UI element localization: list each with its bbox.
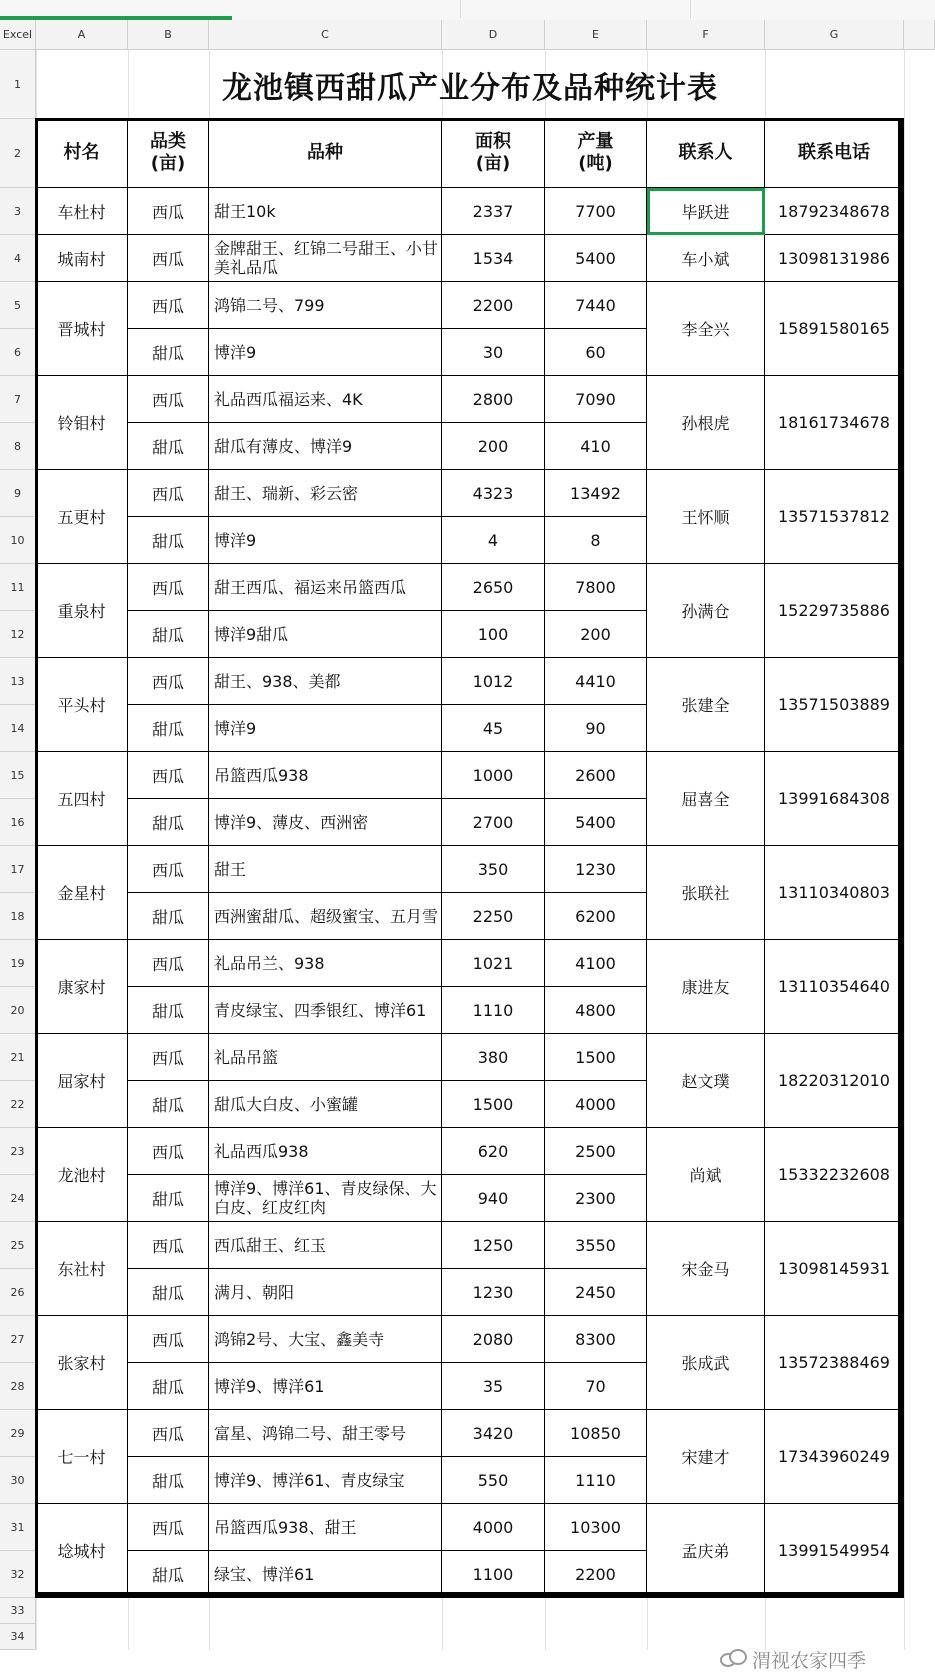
output-cell[interactable]: 1500 [545, 1034, 647, 1081]
village-name[interactable]: 埝城村 [36, 1504, 128, 1598]
area-cell[interactable]: 35 [442, 1363, 545, 1410]
row-header-30[interactable]: 30 [0, 1457, 36, 1504]
row-header-31[interactable]: 31 [0, 1504, 36, 1551]
area-cell[interactable]: 380 [442, 1034, 545, 1081]
category-cell[interactable]: 甜瓜 [128, 705, 209, 752]
area-cell[interactable]: 4000 [442, 1504, 545, 1551]
column-header-blank[interactable] [904, 20, 935, 50]
row-header-7[interactable]: 7 [0, 376, 36, 423]
area-cell[interactable]: 1230 [442, 1269, 545, 1316]
contact-phone[interactable]: 13572388469 [765, 1316, 904, 1410]
contact-phone[interactable]: 17343960249 [765, 1410, 904, 1504]
contact-name[interactable]: 张成武 [647, 1316, 765, 1410]
area-cell[interactable]: 940 [442, 1175, 545, 1222]
variety-cell[interactable]: 甜王西瓜、福运来吊篮西瓜 [209, 564, 442, 611]
contact-name[interactable]: 宋建才 [647, 1410, 765, 1504]
row-header-32[interactable]: 32 [0, 1551, 36, 1598]
row-header-21[interactable]: 21 [0, 1034, 36, 1081]
variety-cell[interactable]: 甜瓜有薄皮、博洋9 [209, 423, 442, 470]
category-cell[interactable]: 西瓜 [128, 1504, 209, 1551]
contact-phone[interactable]: 13098145931 [765, 1222, 904, 1316]
contact-phone[interactable]: 15891580165 [765, 282, 904, 376]
area-cell[interactable]: 2200 [442, 282, 545, 329]
village-name[interactable]: 重泉村 [36, 564, 128, 658]
variety-cell[interactable]: 金牌甜王、红锦二号甜王、小甘美礼品瓜 [209, 235, 442, 282]
variety-cell[interactable]: 博洋9 [209, 705, 442, 752]
output-cell[interactable]: 1110 [545, 1457, 647, 1504]
contact-phone[interactable]: 13991684308 [765, 752, 904, 846]
village-name[interactable]: 车杜村 [36, 188, 128, 235]
contact-name[interactable]: 张建全 [647, 658, 765, 752]
category-cell[interactable]: 甜瓜 [128, 329, 209, 376]
output-cell[interactable]: 3550 [545, 1222, 647, 1269]
category-cell[interactable]: 西瓜 [128, 1034, 209, 1081]
output-cell[interactable]: 7090 [545, 376, 647, 423]
output-cell[interactable]: 8 [545, 517, 647, 564]
village-name[interactable]: 城南村 [36, 235, 128, 282]
contact-name[interactable]: 赵文璞 [647, 1034, 765, 1128]
output-cell[interactable]: 7700 [545, 188, 647, 235]
variety-cell[interactable]: 吊篮西瓜938 [209, 752, 442, 799]
category-cell[interactable]: 西瓜 [128, 1128, 209, 1175]
output-cell[interactable]: 13492 [545, 470, 647, 517]
area-cell[interactable]: 1021 [442, 940, 545, 987]
category-cell[interactable]: 甜瓜 [128, 987, 209, 1034]
village-name[interactable]: 张家村 [36, 1316, 128, 1410]
row-header-3[interactable]: 3 [0, 188, 36, 235]
column-header-a[interactable]: A [36, 20, 128, 50]
village-name[interactable]: 铃钼村 [36, 376, 128, 470]
area-cell[interactable]: 2250 [442, 893, 545, 940]
village-name[interactable]: 五四村 [36, 752, 128, 846]
row-header-33[interactable]: 33 [0, 1598, 36, 1624]
variety-cell[interactable]: 博洋9、薄皮、西洲密 [209, 799, 442, 846]
village-name[interactable]: 晋城村 [36, 282, 128, 376]
category-cell[interactable]: 西瓜 [128, 1222, 209, 1269]
category-cell[interactable]: 西瓜 [128, 188, 209, 235]
contact-name[interactable]: 孙根虎 [647, 376, 765, 470]
category-cell[interactable]: 西瓜 [128, 1410, 209, 1457]
row-header-26[interactable]: 26 [0, 1269, 36, 1316]
row-header-11[interactable]: 11 [0, 564, 36, 611]
variety-cell[interactable]: 满月、朝阳 [209, 1269, 442, 1316]
row-header-8[interactable]: 8 [0, 423, 36, 470]
category-cell[interactable]: 西瓜 [128, 564, 209, 611]
category-cell[interactable]: 西瓜 [128, 282, 209, 329]
output-cell[interactable]: 1230 [545, 846, 647, 893]
variety-cell[interactable]: 礼品西瓜福运来、4K [209, 376, 442, 423]
output-cell[interactable]: 2200 [545, 1551, 647, 1598]
row-header-14[interactable]: 14 [0, 705, 36, 752]
contact-phone[interactable]: 13110354640 [765, 940, 904, 1034]
village-name[interactable]: 龙池村 [36, 1128, 128, 1222]
output-cell[interactable]: 4800 [545, 987, 647, 1034]
category-cell[interactable]: 西瓜 [128, 1316, 209, 1363]
contact-phone[interactable]: 13110340803 [765, 846, 904, 940]
contact-phone[interactable]: 18161734678 [765, 376, 904, 470]
row-header-17[interactable]: 17 [0, 846, 36, 893]
category-cell[interactable]: 甜瓜 [128, 1551, 209, 1598]
row-header-34[interactable]: 34 [0, 1624, 36, 1650]
row-header-1[interactable]: 1 [0, 50, 36, 119]
header-village[interactable]: 村名 [36, 119, 128, 188]
variety-cell[interactable]: 甜王10k [209, 188, 442, 235]
contact-name[interactable]: 孟庆弟 [647, 1504, 765, 1598]
contact-phone[interactable]: 13571537812 [765, 470, 904, 564]
output-cell[interactable]: 4000 [545, 1081, 647, 1128]
row-header-28[interactable]: 28 [0, 1363, 36, 1410]
area-cell[interactable]: 1250 [442, 1222, 545, 1269]
variety-cell[interactable]: 礼品西瓜938 [209, 1128, 442, 1175]
output-cell[interactable]: 4100 [545, 940, 647, 987]
row-header-13[interactable]: 13 [0, 658, 36, 705]
area-cell[interactable]: 45 [442, 705, 545, 752]
category-cell[interactable]: 甜瓜 [128, 1269, 209, 1316]
village-name[interactable]: 金星村 [36, 846, 128, 940]
watermark [720, 1644, 866, 1674]
gridline [904, 50, 905, 1650]
village-name[interactable]: 康家村 [36, 940, 128, 1034]
area-cell[interactable]: 1110 [442, 987, 545, 1034]
category-cell[interactable]: 西瓜 [128, 470, 209, 517]
column-header-c[interactable]: C [209, 20, 442, 50]
area-cell[interactable]: 4323 [442, 470, 545, 517]
column-header-e[interactable]: E [545, 20, 647, 50]
column-header-f[interactable]: F [647, 20, 765, 50]
variety-cell[interactable]: 博洋9 [209, 329, 442, 376]
row-header-9[interactable]: 9 [0, 470, 36, 517]
output-cell[interactable]: 410 [545, 423, 647, 470]
contact-phone[interactable]: 15229735886 [765, 564, 904, 658]
village-name[interactable]: 东社村 [36, 1222, 128, 1316]
output-cell[interactable]: 90 [545, 705, 647, 752]
output-cell[interactable]: 2450 [545, 1269, 647, 1316]
output-cell[interactable]: 10300 [545, 1504, 647, 1551]
row-header-4[interactable]: 4 [0, 235, 36, 282]
output-cell[interactable]: 6200 [545, 893, 647, 940]
variety-cell[interactable]: 博洋9、博洋61、青皮绿宝 [209, 1457, 442, 1504]
row-header-25[interactable]: 25 [0, 1222, 36, 1269]
area-cell[interactable]: 1534 [442, 235, 545, 282]
area-cell[interactable]: 2650 [442, 564, 545, 611]
area-cell[interactable]: 3420 [442, 1410, 545, 1457]
header-category[interactable]: 品类 (亩) [128, 119, 209, 188]
variety-cell[interactable]: 鸿锦2号、大宝、鑫美寺 [209, 1316, 442, 1363]
wechat-channel-icon [720, 1649, 746, 1669]
variety-cell[interactable]: 博洋9甜瓜 [209, 611, 442, 658]
output-cell[interactable]: 2300 [545, 1175, 647, 1222]
area-cell[interactable]: 100 [442, 611, 545, 658]
variety-cell[interactable]: 富星、鸿锦二号、甜王零号 [209, 1410, 442, 1457]
area-cell[interactable]: 2800 [442, 376, 545, 423]
category-cell[interactable]: 甜瓜 [128, 1363, 209, 1410]
category-cell[interactable]: 甜瓜 [128, 799, 209, 846]
variety-cell[interactable]: 西洲蜜甜瓜、超级蜜宝、五月雪 [209, 893, 442, 940]
contact-name[interactable]: 毕跃进 [647, 188, 765, 235]
sheet-corner: Excel [0, 20, 36, 50]
row-header-18[interactable]: 18 [0, 893, 36, 940]
category-cell[interactable]: 西瓜 [128, 846, 209, 893]
output-cell[interactable]: 10850 [545, 1410, 647, 1457]
row-header-10[interactable]: 10 [0, 517, 36, 564]
header-contact[interactable]: 联系人 [647, 119, 765, 188]
output-cell[interactable]: 200 [545, 611, 647, 658]
row-header-19[interactable]: 19 [0, 940, 36, 987]
row-header-16[interactable]: 16 [0, 799, 36, 846]
contact-name[interactable]: 康进友 [647, 940, 765, 1034]
area-cell[interactable]: 2080 [442, 1316, 545, 1363]
output-cell[interactable]: 8300 [545, 1316, 647, 1363]
area-cell[interactable]: 2337 [442, 188, 545, 235]
contact-name[interactable]: 车小斌 [647, 235, 765, 282]
variety-cell[interactable]: 西瓜甜王、红玉 [209, 1222, 442, 1269]
variety-cell[interactable]: 博洋9 [209, 517, 442, 564]
village-name[interactable]: 屈家村 [36, 1034, 128, 1128]
area-cell[interactable]: 1100 [442, 1551, 545, 1598]
category-cell[interactable]: 甜瓜 [128, 611, 209, 658]
variety-cell[interactable]: 博洋9、博洋61 [209, 1363, 442, 1410]
area-cell[interactable]: 550 [442, 1457, 545, 1504]
variety-cell[interactable]: 甜王、938、美都 [209, 658, 442, 705]
contact-phone[interactable]: 13991549954 [765, 1504, 904, 1598]
column-header-d[interactable]: D [442, 20, 545, 50]
category-cell[interactable]: 西瓜 [128, 752, 209, 799]
column-header-g[interactable]: G [765, 20, 904, 50]
header-phone[interactable]: 联系电话 [765, 119, 904, 188]
contact-phone[interactable]: 18792348678 [765, 188, 904, 235]
contact-phone[interactable]: 13571503889 [765, 658, 904, 752]
variety-cell[interactable]: 青皮绿宝、四季银红、博洋61 [209, 987, 442, 1034]
row-header-12[interactable]: 12 [0, 611, 36, 658]
header-area[interactable]: 面积 (亩) [442, 119, 545, 188]
category-cell[interactable]: 西瓜 [128, 235, 209, 282]
contact-name[interactable]: 王怀顺 [647, 470, 765, 564]
contact-phone[interactable]: 18220312010 [765, 1034, 904, 1128]
village-name[interactable]: 七一村 [36, 1410, 128, 1504]
row-header-22[interactable]: 22 [0, 1081, 36, 1128]
variety-cell[interactable]: 甜王 [209, 846, 442, 893]
variety-cell[interactable]: 甜瓜大白皮、小蜜罐 [209, 1081, 442, 1128]
output-cell[interactable]: 7440 [545, 282, 647, 329]
area-cell[interactable]: 4 [442, 517, 545, 564]
output-cell[interactable]: 70 [545, 1363, 647, 1410]
category-cell[interactable]: 甜瓜 [128, 1081, 209, 1128]
area-cell[interactable]: 2700 [442, 799, 545, 846]
contact-name[interactable]: 屈喜全 [647, 752, 765, 846]
category-cell[interactable]: 甜瓜 [128, 423, 209, 470]
area-cell[interactable]: 620 [442, 1128, 545, 1175]
variety-cell[interactable]: 吊篮西瓜938、甜王 [209, 1504, 442, 1551]
top-toolbar [0, 0, 935, 21]
row-header-27[interactable]: 27 [0, 1316, 36, 1363]
header-output[interactable]: 产量 (吨) [545, 119, 647, 188]
row-header-6[interactable]: 6 [0, 329, 36, 376]
output-cell[interactable]: 7800 [545, 564, 647, 611]
category-cell[interactable]: 西瓜 [128, 376, 209, 423]
column-header-b[interactable]: B [128, 20, 209, 50]
category-cell[interactable]: 甜瓜 [128, 1175, 209, 1222]
watermark-text: 渭视农家四季 [752, 1649, 867, 1672]
area-cell[interactable]: 1000 [442, 752, 545, 799]
category-cell[interactable]: 西瓜 [128, 658, 209, 705]
village-name[interactable]: 平头村 [36, 658, 128, 752]
contact-name[interactable]: 李全兴 [647, 282, 765, 376]
village-name[interactable]: 五更村 [36, 470, 128, 564]
output-cell[interactable]: 5400 [545, 235, 647, 282]
output-cell[interactable]: 4410 [545, 658, 647, 705]
category-cell[interactable]: 甜瓜 [128, 893, 209, 940]
output-cell[interactable]: 5400 [545, 799, 647, 846]
area-cell[interactable]: 200 [442, 423, 545, 470]
category-cell[interactable]: 甜瓜 [128, 517, 209, 564]
variety-cell[interactable]: 绿宝、博洋61 [209, 1551, 442, 1598]
variety-cell[interactable]: 博洋9、博洋61、青皮绿保、大白皮、红皮红肉 [209, 1175, 442, 1222]
variety-cell[interactable]: 鸿锦二号、799 [209, 282, 442, 329]
contact-name[interactable]: 孙满仓 [647, 564, 765, 658]
contact-phone[interactable]: 13098131986 [765, 235, 904, 282]
row-header-5[interactable]: 5 [0, 282, 36, 329]
row-header-20[interactable]: 20 [0, 987, 36, 1034]
output-cell[interactable]: 60 [545, 329, 647, 376]
variety-cell[interactable]: 礼品吊兰、938 [209, 940, 442, 987]
contact-name[interactable]: 张联社 [647, 846, 765, 940]
area-cell[interactable]: 350 [442, 846, 545, 893]
contact-phone[interactable]: 15332232608 [765, 1128, 904, 1222]
variety-cell[interactable]: 礼品吊篮 [209, 1034, 442, 1081]
row-header-23[interactable]: 23 [0, 1128, 36, 1175]
sheet-title[interactable]: 龙池镇西甜瓜产业分布及品种统计表 [222, 70, 718, 106]
toolbar-divider [690, 0, 691, 18]
area-cell[interactable]: 1012 [442, 658, 545, 705]
toolbar-divider [460, 0, 461, 18]
contact-name[interactable]: 宋金马 [647, 1222, 765, 1316]
area-cell[interactable]: 30 [442, 329, 545, 376]
output-cell[interactable]: 2600 [545, 752, 647, 799]
category-cell[interactable]: 甜瓜 [128, 1457, 209, 1504]
row-header-24[interactable]: 24 [0, 1175, 36, 1222]
output-cell[interactable]: 2500 [545, 1128, 647, 1175]
contact-name[interactable]: 尚斌 [647, 1128, 765, 1222]
row-header-29[interactable]: 29 [0, 1410, 36, 1457]
row-header-15[interactable]: 15 [0, 752, 36, 799]
row-header-2[interactable]: 2 [0, 119, 36, 188]
area-cell[interactable]: 1500 [442, 1081, 545, 1128]
header-variety[interactable]: 品种 [209, 119, 442, 188]
variety-cell[interactable]: 甜王、瑞新、彩云密 [209, 470, 442, 517]
category-cell[interactable]: 西瓜 [128, 940, 209, 987]
